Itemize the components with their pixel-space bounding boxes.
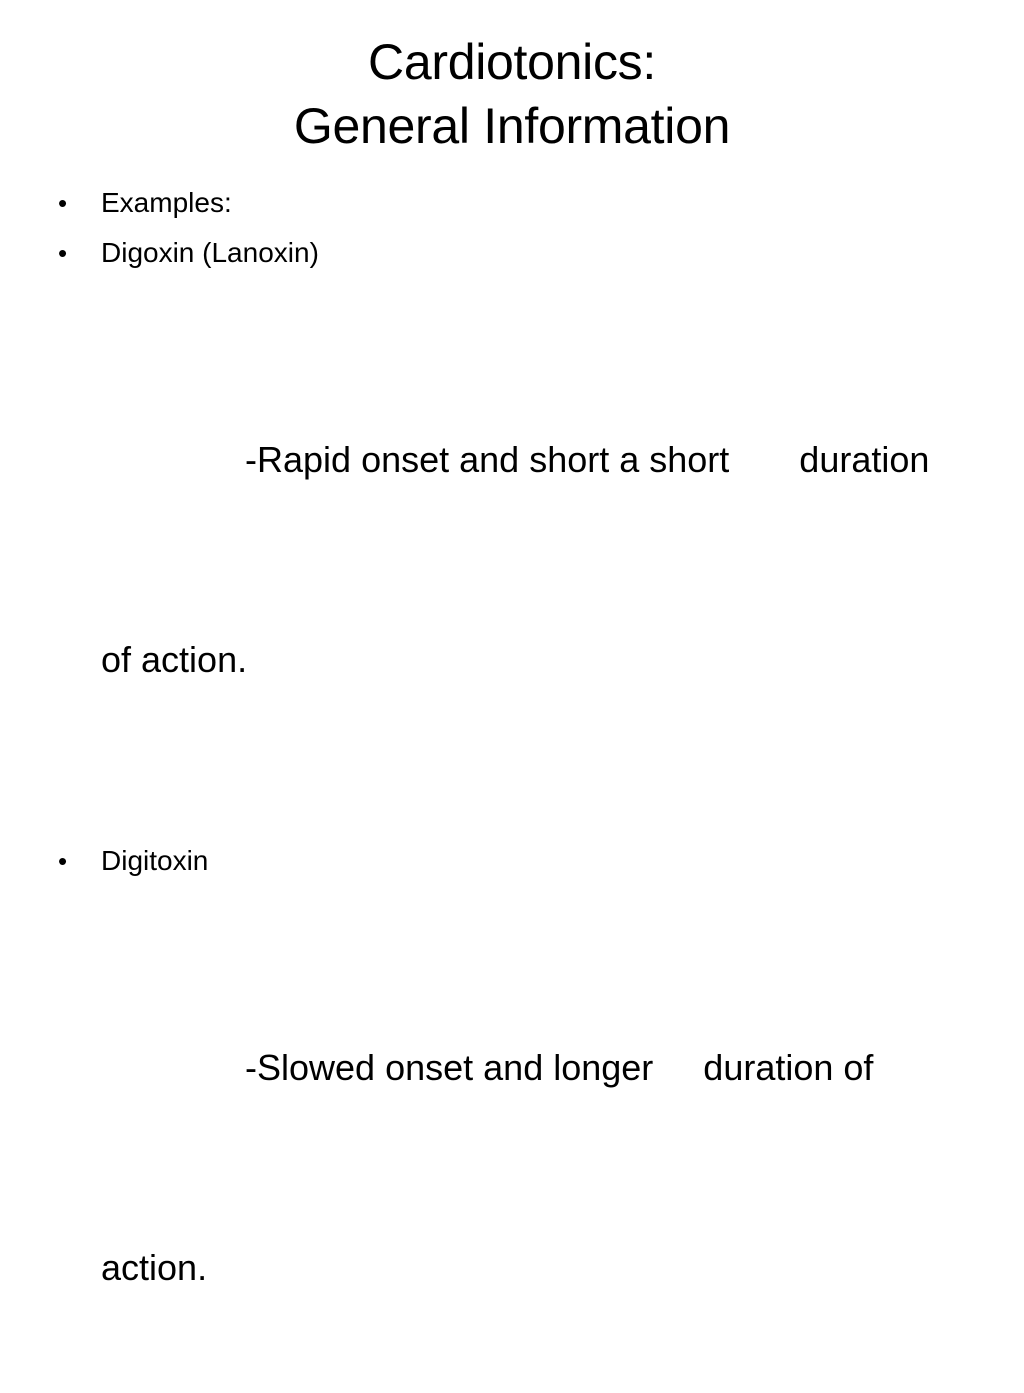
digoxin-description-line-2: of action.: [101, 639, 248, 680]
digitoxin-description-text-1: -Slowed onset and longer duration of: [245, 1047, 874, 1088]
bullet-icon: •: [58, 188, 68, 218]
digoxin-description-text-1: -Rapid onset and short a short duration: [245, 439, 930, 480]
bullet-text: Digoxin (Lanoxin): [101, 237, 319, 268]
title-line-1: Cardiotonics:: [368, 34, 656, 90]
digoxin-description: [101, 285, 951, 785]
digitoxin-description-line-1: [101, 993, 951, 1143]
digitoxin-description-line-2: action.: [101, 1247, 208, 1288]
digoxin-description-line-1: [101, 385, 951, 535]
bullet-text: Examples:: [101, 187, 232, 218]
bullet-icon: •: [58, 846, 68, 876]
title-line-2: General Information: [293, 98, 731, 154]
bullet-digitoxin: [58, 843, 958, 879]
bullet-examples: [58, 185, 958, 221]
spacer: [58, 785, 958, 843]
bullet-digoxin: [58, 235, 958, 271]
bullet-icon: •: [58, 238, 68, 268]
bullet-text: Digitoxin: [101, 845, 209, 876]
digitoxin-description: [101, 893, 951, 1393]
slide-body: [58, 185, 958, 1393]
slide-title: [0, 30, 1024, 158]
